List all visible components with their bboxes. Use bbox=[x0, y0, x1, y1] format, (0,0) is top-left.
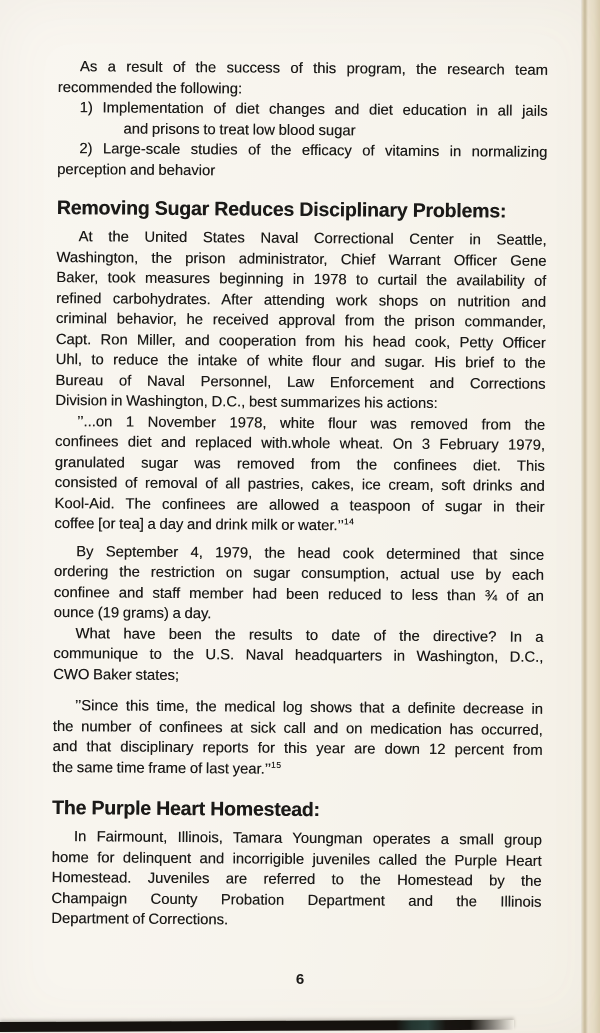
fairmount-paragraph bbox=[51, 827, 542, 933]
list-item-1 bbox=[57, 98, 547, 143]
text-line: What have been the results to date of the directive? In a bbox=[75, 625, 544, 646]
text-line: and prisons to treat low blood sugar bbox=[123, 121, 356, 139]
text-line: home for delinquent and incorrigible juveniles called the Purple Heart bbox=[51, 849, 542, 870]
text-line: ounce (19 grams) a day. bbox=[53, 604, 212, 623]
text-line: the number of confinees at sick call and on medication has occurred, bbox=[52, 718, 543, 739]
text-line: and that disciplinary reports for this year are down 12 percent from bbox=[52, 738, 543, 759]
text-line: 1) Implementation of diet changes and diet education in all jails bbox=[79, 100, 548, 120]
text-line: Baker, took measures beginning in 1978 to curtail the availability of bbox=[56, 269, 547, 290]
text-line: Department of Corrections. bbox=[51, 910, 229, 929]
text-line: Bureau of Naval Personnel, Law Enforcement and Corrections bbox=[55, 372, 546, 393]
text-line: As a result of the success of this program, the research team bbox=[79, 59, 548, 79]
results-paragraph bbox=[53, 623, 543, 688]
text-line: In Fairmount, Illinois, Tamara Youngman operates a small group bbox=[73, 829, 542, 849]
baker-brief-quote bbox=[54, 411, 545, 538]
page-edge-strip bbox=[581, 0, 600, 1033]
text-line: criminal behavior, he received approval from the prison commander, bbox=[55, 310, 546, 331]
text-line: refined carbohydrates. After attending work shops on nutrition and bbox=[56, 290, 547, 311]
text-line: Division in Washington, D.C., best summarizes his actions: bbox=[55, 392, 438, 412]
text-line: Washington, the prison administrator, Chief Warrant Officer Gene bbox=[56, 249, 547, 270]
footnote-marker: 15 bbox=[270, 759, 282, 770]
text-line: recommended the following: bbox=[57, 79, 243, 97]
footnote-marker: 14 bbox=[343, 516, 355, 527]
text-line: Uhl, to reduce the intake of white flour and sugar. His brief to the bbox=[55, 351, 546, 372]
baker-communique-quote bbox=[52, 696, 543, 782]
text-line: By September 4, 1979, the head cook determined that since bbox=[76, 543, 545, 564]
text-line: Champaign County Probation Department and the Illinois bbox=[51, 890, 542, 911]
text-line: At the United States Naval Correctional Center in Seattle, bbox=[78, 229, 547, 249]
text-line: confinees diet and replaced with.whole wheat. On 3 February 1979, bbox=[54, 433, 546, 454]
intro-paragraph bbox=[58, 57, 548, 102]
text-line: consisted of removal of all pastries, cakes, ice cream, soft drinks and bbox=[54, 474, 545, 495]
text-line: Capt. Ron Miller, and cooperation from his head cook, Petty Officer bbox=[55, 331, 546, 352]
text-line: ordering the restriction on sugar consumption, actual use by each bbox=[53, 563, 545, 584]
text-line: Kool-Aid. The confinees are allowed a teaspoon of sugar in their bbox=[54, 495, 545, 516]
september-paragraph bbox=[54, 541, 545, 627]
text-line: the same time frame of last year.’’$^{15}$ bbox=[52, 759, 282, 778]
text-line: confinee and staff member had been reduced to less than ¾ of an bbox=[53, 584, 544, 605]
text-line: ’’Since this time, the medical log shows that a definite decrease in bbox=[74, 698, 543, 718]
text-line: granulated sugar was removed from the confinees diet. This bbox=[54, 454, 545, 475]
list-item-2 bbox=[57, 139, 547, 184]
naval-center-paragraph bbox=[55, 227, 546, 415]
text-line: ’’...on 1 November 1978, white flour was removed from the bbox=[77, 413, 546, 434]
text-content bbox=[51, 57, 548, 933]
section-heading-purple-heart: The Purple Heart Homestead: bbox=[52, 796, 320, 822]
text-line: Homestead. Juveniles are referred to the Homestead by the bbox=[51, 869, 542, 890]
scan-bottom-band bbox=[0, 1020, 514, 1032]
text-line: 2) Large-scale studies of the efficacy of vitamins in normalizing bbox=[79, 141, 548, 161]
text-line: communique to the U.S. Naval headquarters in Washington, D.C., bbox=[53, 645, 544, 666]
section-heading-removing-sugar: Removing Sugar Reduces Disciplinary Problems: bbox=[56, 196, 507, 223]
text-line: coffee [or tea] a day and drink milk or water.’’$^{14}$ bbox=[54, 515, 355, 535]
text-line: CWO Baker states; bbox=[53, 666, 180, 684]
text-line: perception and behavior bbox=[57, 161, 216, 179]
page-number: 6 bbox=[295, 971, 305, 988]
